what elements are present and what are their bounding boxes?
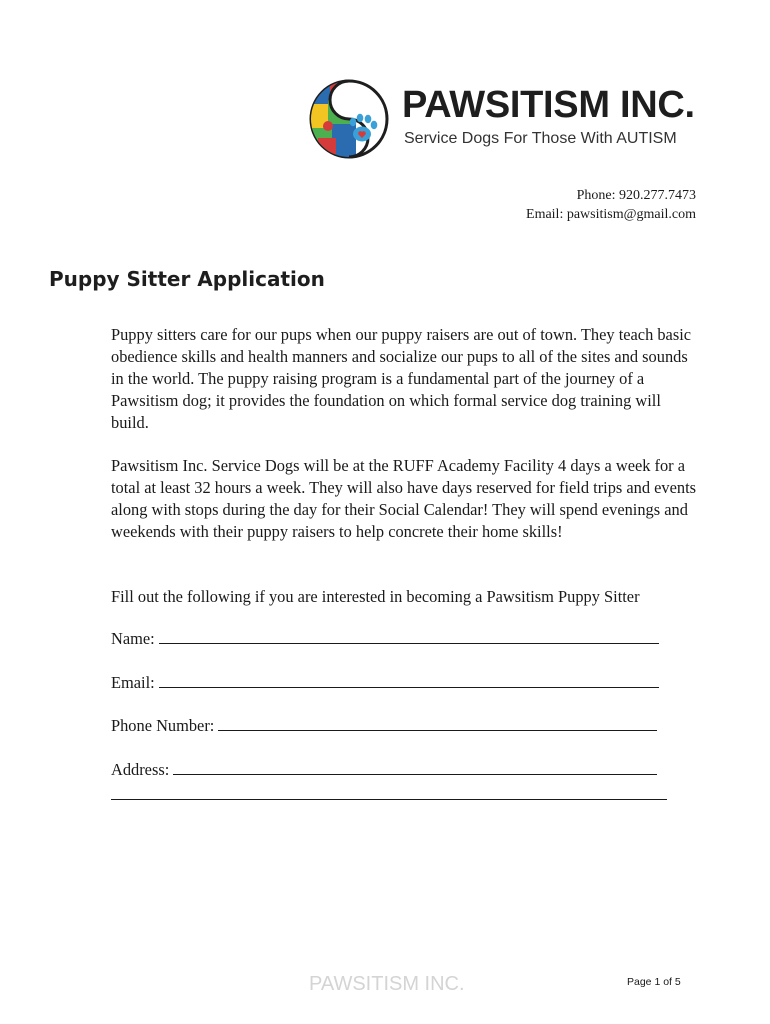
address-second-line[interactable] (111, 799, 667, 800)
footer-watermark: PAWSITISM INC. (309, 973, 465, 995)
contact-phone: Phone: 920.277.7473 (576, 188, 696, 203)
phone-blank-line[interactable] (218, 715, 657, 731)
intro-paragraph: Puppy sitters care for our pups when our puppy raisers are out of town. They teach basic obedience skills and health manners and socialize our pups to all of the sites and sounds in the world. The puppy raising program is a fundamental part of the journey of a Pawsitism dog; it provides the foundation on which formal service dog training will build. (111, 325, 692, 432)
name-blank-line[interactable] (159, 628, 659, 644)
email-field[interactable] (111, 672, 659, 694)
email-label: Email: (111, 673, 155, 692)
email-blank-line[interactable] (159, 672, 659, 688)
header-logo (308, 78, 708, 162)
name-label: Name: (111, 629, 155, 648)
instruction-paragraph: Fill out the following if you are interested in becoming a Pawsitism Puppy Sitter (111, 587, 640, 606)
page-title: Puppy Sitter Application (49, 267, 325, 291)
schedule-paragraph: Pawsitism Inc. Service Dogs will be at the RUFF Academy Facility 4 days a week for a total at least 32 hours a week. They will also have days reserved for field trips and events along with stops during the day for their Social Calendar! They will spend evenings and weekends with their puppy raisers to help concrete their home skills! (111, 456, 697, 541)
contact-info (526, 186, 696, 224)
address-field[interactable] (111, 759, 657, 781)
page-number: Page 1 of 5 (627, 976, 681, 988)
brand-tagline: Service Dogs For Those With AUTISM (404, 130, 677, 147)
address-blank-line[interactable] (173, 759, 657, 775)
phone-field[interactable] (111, 715, 657, 737)
name-field[interactable] (111, 628, 659, 650)
address-label: Address: (111, 760, 170, 779)
phone-label: Phone Number: (111, 716, 215, 735)
contact-email: Email: pawsitism@gmail.com (526, 207, 696, 222)
puzzle-paw-logo-icon (308, 78, 390, 160)
brand-name: PAWSITISM INC. (402, 84, 695, 126)
